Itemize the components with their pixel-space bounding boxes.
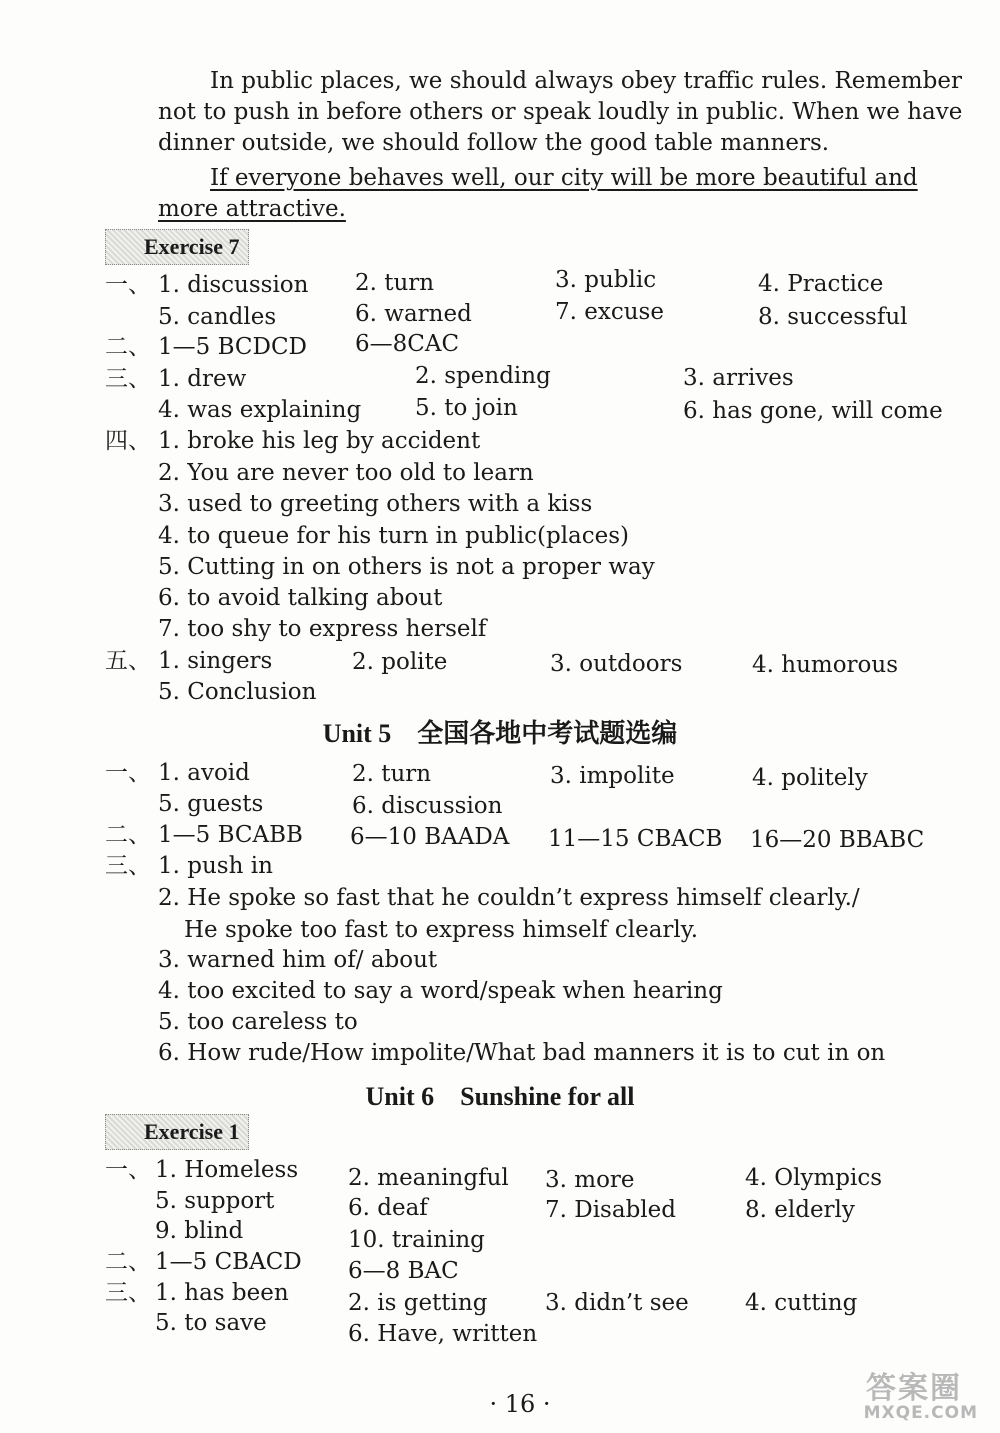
answer-item: 1. drew [158,366,247,392]
answer-item: 6. warned [355,301,472,327]
answer-item: 6. has gone, will come [683,398,943,424]
unit6-section-1-label: 一、 [105,1157,151,1183]
answer-item: 7. excuse [555,299,664,325]
answer-item: 1. singers [158,648,273,674]
answer-item: 4. Olympics [745,1165,883,1191]
answer-item: 1. avoid [158,760,250,786]
answer-item: 3. impolite [550,763,675,789]
answer-item: 8. elderly [745,1197,855,1223]
answer-item: 4. cutting [745,1290,858,1316]
answer-item: 6—8 BAC [348,1258,459,1284]
answer-item: 8. successful [758,304,908,330]
answer-item: 6. to avoid talking about [158,585,443,611]
unit5-section-2-label: 二、 [105,822,151,848]
answer-item: 7. too shy to express herself [158,616,487,642]
answer-item: 2. You are never too old to learn [158,460,534,486]
answer-item: 1. push in [158,853,273,879]
answer-item: 5. candles [158,304,277,330]
ex7-section-5-label: 五、 [105,648,151,674]
intro-paragraph: In public places, we should always obey traffic rules. Remember not to push in before others or speak loudly in public. When we have dinner outside, we should follow the good table manners. [158,68,963,156]
answer-item: 5. support [155,1188,275,1214]
answer-item: He spoke too fast to express himself clearly. [184,917,699,943]
answer-item: 6. Have, written [348,1321,538,1347]
unit-6-title: Unit 6 Sunshine for all [365,1082,635,1111]
watermark-url: MXQE.COM [863,1403,978,1423]
unit6-section-2-label: 二、 [105,1249,151,1275]
page-number: · 16 · [489,1390,551,1418]
answer-item: 6. deaf [348,1195,428,1221]
answer-item: 6—8CAC [355,331,460,357]
answer-item: 1—5 CBACD [155,1249,302,1275]
unit-5-title: Unit 5 全国各地中考试题选编 [322,719,678,748]
exercise-7-badge: Exercise 7 [105,229,249,265]
ex7-section-4-label: 四、 [105,428,151,454]
answer-item: 2. turn [355,270,435,296]
answer-item: 5. to join [415,395,518,421]
unit5-section-1-label: 一、 [105,760,151,786]
answer-item: 3. warned him of/ about [158,947,438,973]
intro-conclusion [158,163,963,225]
answer-item: 10. training [348,1227,485,1253]
answer-item: 2. polite [352,649,448,675]
answer-item: 11—15 CBACB [548,826,723,852]
answer-item: 3. more [545,1167,635,1193]
answer-item: 5. Cutting in on others is not a proper way [158,554,655,580]
answer-item: 5. too careless to [158,1009,358,1035]
answer-item: 1. broke his leg by accident [158,428,481,454]
answer-item: 4. to queue for his turn in public(places) [158,523,630,549]
answer-item: 4. too excited to say a word/speak when hearing [158,978,723,1004]
ex7-section-3-label: 三、 [105,366,151,392]
answer-item: 4. politely [752,765,868,791]
unit6-section-3-label: 三、 [105,1280,151,1306]
answer-item: 2. spending [415,363,551,389]
answer-item: 3. didn’t see [545,1290,689,1316]
answer-item: 6—10 BAADA [350,824,510,850]
answer-item: 3. arrives [683,365,794,391]
answer-item: 1—5 BCDCD [158,334,307,360]
watermark-logo [772,1363,982,1425]
answer-item: 6. How rude/How impolite/What bad manners it is to cut in on [158,1040,886,1066]
answer-item: 2. He spoke so fast that he couldn’t express himself clearly./ [158,885,860,911]
answer-item: 4. humorous [752,652,898,678]
answer-item: 9. blind [155,1218,244,1244]
answer-item: 3. outdoors [550,651,683,677]
ex7-section-1-label: 一、 [105,272,151,298]
answer-item: 1. discussion [158,272,309,298]
answer-item: 4. Practice [758,271,884,297]
answer-item: 5. to save [155,1310,267,1336]
answer-item: 16—20 BBABC [750,827,925,853]
answer-item: 5. guests [158,791,264,817]
exercise-1-badge: Exercise 1 [105,1114,249,1150]
answer-item: 1. has been [155,1280,289,1306]
answer-item: 1. Homeless [155,1157,299,1183]
answer-item: 2. is getting [348,1290,488,1316]
watermark-text: 答案圈 [866,1371,962,1406]
unit5-section-3-label: 三、 [105,853,151,879]
answer-item: 6. discussion [352,793,503,819]
ex7-section-2-label: 二、 [105,334,151,360]
intro-conclusion-text: If everyone behaves well, our city will be more beautiful and more attractive. [158,165,918,222]
answer-item: 5. Conclusion [158,679,317,705]
answer-item: 3. public [555,267,657,293]
answer-item: 2. meaningful [348,1165,509,1191]
answer-item: 4. was explaining [158,397,362,423]
answer-item: 3. used to greeting others with a kiss [158,491,593,517]
answer-item: 7. Disabled [545,1197,676,1223]
answer-item: 2. turn [352,761,432,787]
answer-item: 1—5 BCABB [158,822,303,848]
